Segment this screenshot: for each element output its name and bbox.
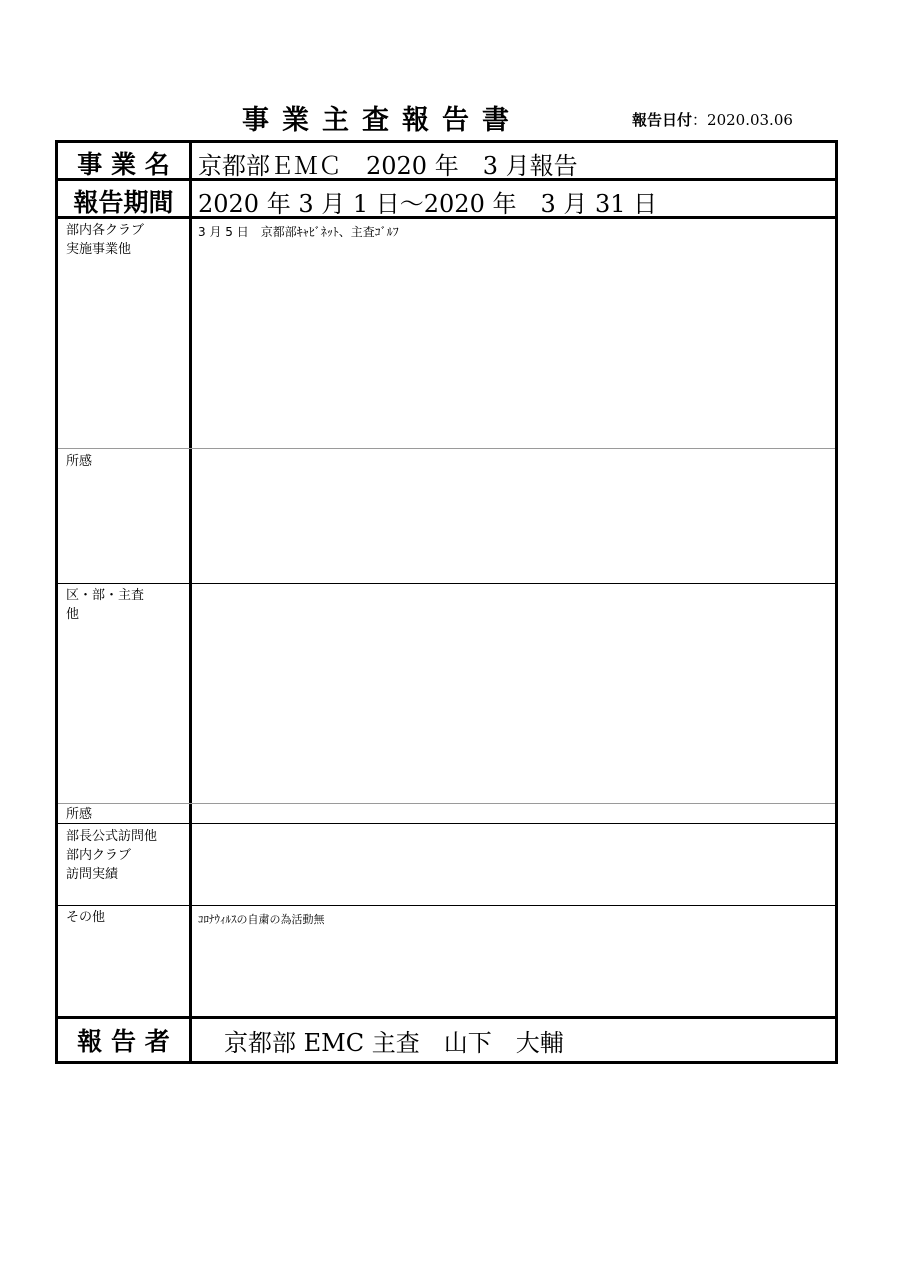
project-name-value: 京都部ＥＭＣ 2020 年 3 月報告 [198, 152, 578, 180]
impression-label: 所感 [66, 454, 93, 469]
column-divider [189, 143, 192, 1061]
district-label [66, 586, 144, 624]
club-events-label-line1: 部内各クラブ [66, 223, 145, 238]
club-events-label-line2: 実施事業他 [66, 242, 132, 257]
row-divider [58, 1016, 835, 1019]
impression-label-2: 所感 [66, 807, 93, 822]
visits-label-line3: 訪問実績 [66, 867, 119, 882]
row-divider [58, 803, 835, 804]
visits-label-line1: 部長公式訪問他 [66, 829, 158, 844]
club-events-value: 3 月 5 日 京都部ｷｬﾋﾞﾈｯﾄ、主査ｺﾞﾙﾌ [198, 225, 399, 239]
row-divider [58, 583, 835, 584]
page-title: 事業主査報告書 [242, 105, 522, 136]
report-date [632, 109, 793, 130]
visits-label [66, 827, 157, 884]
reporter-value: 京都部 EMC 主査 山下 大輔 [224, 1029, 564, 1057]
report-table [55, 140, 838, 1064]
row-divider [58, 905, 835, 906]
report-date-separator: ： [692, 111, 708, 129]
district-label-line1: 区・部・主査 [66, 588, 145, 603]
report-period-label: 報告期間 [73, 188, 174, 217]
row-divider [58, 448, 835, 449]
report-period-value: 2020 年 3 月 1 日～2020 年 3 月 31 日 [198, 190, 658, 218]
report-date-value: 2020.03.06 [707, 111, 793, 129]
club-events-label [66, 221, 144, 259]
visits-label-line2: 部内クラブ [66, 848, 132, 863]
other-value: ｺﾛﾅｳｨﾙｽの自粛の為活動無 [198, 913, 325, 926]
report-date-label: 報告日付 [632, 111, 693, 129]
other-label: その他 [66, 910, 106, 925]
project-name-label: 事 業 名 [77, 150, 170, 179]
district-label-line2: 他 [66, 607, 80, 622]
row-divider [58, 823, 835, 824]
reporter-label: 報 告 者 [77, 1027, 170, 1056]
